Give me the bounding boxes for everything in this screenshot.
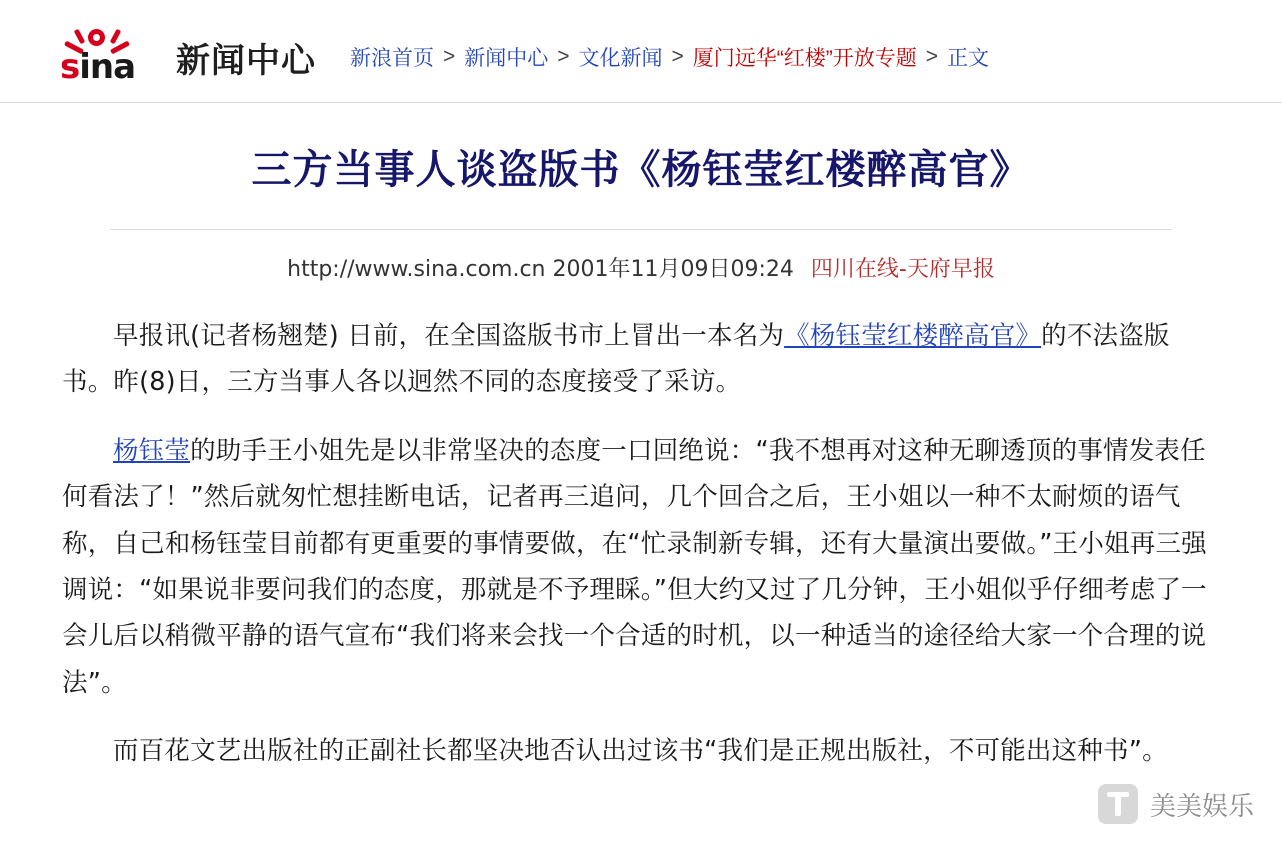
paragraph-1-text-b: 的不法盗版书。昨(8)日，三方当事人各以迥然不同的态度接受了采访。 — [62, 321, 1170, 398]
breadcrumb-item-news-center[interactable]: 新闻中心 — [464, 47, 549, 70]
article-meta — [62, 252, 1220, 283]
sina-wordmark — [60, 47, 135, 87]
article-paragraph-1 — [62, 313, 1220, 406]
breadcrumb-item-article[interactable]: 正文 — [947, 47, 990, 70]
article-datetime: 2001年11月09日09:24 — [552, 257, 794, 282]
breadcrumb-separator: > — [557, 45, 570, 68]
title-divider — [110, 229, 1172, 230]
article-paragraph-3: 而百花文艺出版社的正副社长都坚决地否认出过该书“我们是正规出版社，不可能出这种书”。 — [113, 736, 1168, 767]
sina-wordmark-s: s — [60, 47, 80, 87]
site-name: 新闻中心 — [176, 40, 316, 81]
page-title: 三方当事人谈盗版书《杨钰莹红楼醉高官》 — [251, 147, 1031, 193]
article-paragraph-2 — [62, 428, 1220, 706]
watermark — [1098, 784, 1254, 824]
article-source: 四川在线-天府早报 — [810, 257, 995, 282]
sina-ray-icon — [74, 29, 85, 45]
article-body — [0, 145, 1282, 775]
breadcrumb-separator: > — [671, 45, 684, 68]
breadcrumb — [350, 42, 989, 72]
sina-eye-icon — [88, 29, 105, 46]
breadcrumb-item-culture-news[interactable]: 文化新闻 — [578, 47, 663, 70]
breadcrumb-separator: > — [443, 45, 456, 68]
paragraph-2-text: 的助手王小姐先是以非常坚决的态度一口回绝说：“我不想再对这种无聊透顶的事情发表任何看法了！”然后就匆忙想挂断电话，记者再三追问，几个回合之后，王小姐以一种不太耐烦的语气称，自己和杨钰莹目前都有更重要的事情要做，在“忙录制新专辑，还有大量演出要做。”王小姐再三强调说：“如果说非要问我们的态度，那就是不予理睬。”但大约又过了几分钟，王小姐似乎仔细考虑了一会儿后以稍微平静的语气宣布“我们将来会找一个合适的时机，以一种适当的途径给大家一个合理的说法”。 — [62, 435, 1207, 698]
link-book-title[interactable]: 《杨钰莹红楼醉高官》 — [784, 321, 1042, 351]
toutiao-logo-icon — [1098, 784, 1138, 824]
breadcrumb-item-special-topic[interactable]: 厦门远华“红楼”开放专题 — [692, 47, 917, 70]
sina-ray-icon — [110, 29, 121, 45]
breadcrumb-separator: > — [925, 45, 939, 68]
sina-logo-block[interactable] — [60, 29, 316, 85]
sina-logo-icon[interactable] — [60, 29, 168, 85]
sina-wordmark-ina: ina — [79, 47, 136, 87]
breadcrumb-item-home[interactable]: 新浪首页 — [350, 47, 434, 70]
paragraph-1-text-a: 早报讯(记者杨翘楚) 日前，在全国盗版书市上冒出一本名为 — [113, 321, 785, 351]
article-url: http://www.sina.com.cn — [287, 257, 546, 282]
article-content — [62, 313, 1220, 775]
site-header — [0, 0, 1282, 103]
watermark-label: 美美娱乐 — [1149, 791, 1254, 822]
link-person-yangyuying[interactable]: 杨钰莹 — [113, 435, 191, 466]
